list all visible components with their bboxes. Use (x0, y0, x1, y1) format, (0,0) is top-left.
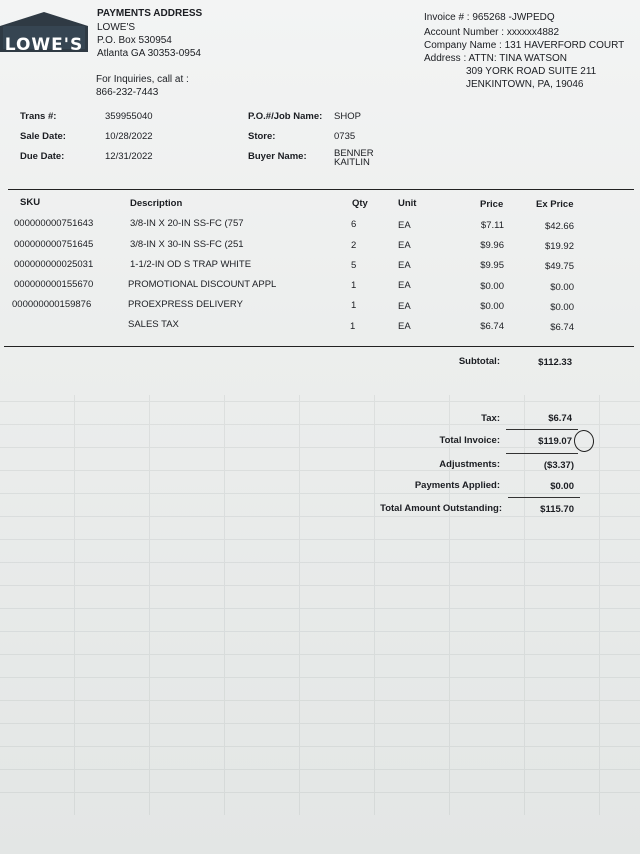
row6-price: $6.74 (480, 321, 504, 332)
row4-unit: EA (398, 280, 411, 291)
row1-qty: 6 (351, 219, 357, 230)
due-date-label: Due Date: (20, 151, 65, 162)
row5-description: PROEXPRESS DELIVERY (128, 299, 243, 310)
tax-value: $6.74 (548, 413, 572, 424)
row2-unit: EA (398, 240, 411, 251)
address-city: JENKINTOWN, PA, 19046 (466, 79, 584, 90)
subtotal-label: Subtotal: (458, 356, 500, 367)
row6-qty: 1 (350, 321, 356, 332)
row4-qty: 1 (351, 280, 357, 291)
buyer-value-2: KAITLIN (334, 157, 370, 168)
row4-price: $0.00 (480, 281, 504, 292)
row3-description: 1-1/2-IN OD S TRAP WHITE (130, 259, 252, 270)
trans-value: 359955040 (105, 111, 153, 122)
col-ex-price-header: Ex Price (536, 199, 574, 210)
col-price-header: Price (480, 199, 504, 210)
row2-sku: 000000000751645 (14, 239, 94, 250)
row4-sku: 000000000155670 (14, 279, 94, 290)
company-name: Company Name : 131 HAVERFORD COURT (424, 40, 625, 51)
inquiry-label: For Inquiries, call at : (96, 74, 189, 85)
row2-ex-price: $19.92 (544, 241, 574, 252)
total-invoice-label: Total Invoice: (439, 435, 500, 446)
row3-unit: EA (398, 260, 411, 271)
bleed-through-background (0, 395, 640, 815)
row5-ex-price: $0.00 (550, 302, 574, 313)
row3-price: $9.95 (480, 260, 504, 271)
row5-unit: EA (398, 301, 411, 312)
payments-applied-value: $0.00 (550, 481, 574, 492)
payments-address-heading: PAYMENTS ADDRESS (97, 8, 203, 19)
row1-sku: 000000000751643 (14, 218, 94, 229)
store-value: 0735 (334, 131, 356, 142)
logo-text: LOWE'S (4, 35, 84, 55)
row1-description: 3/8-IN X 20-IN SS-FC (757 (130, 218, 244, 229)
row3-ex-price: $49.75 (544, 261, 574, 272)
adjustments-label: Adjustments: (439, 459, 500, 470)
row6-unit: EA (398, 321, 411, 332)
payments-underline (508, 497, 580, 498)
row1-price: $7.11 (480, 220, 504, 231)
total-underline (506, 453, 578, 454)
table-top-rule (8, 189, 634, 190)
adjustments-value: ($3.37) (543, 460, 574, 471)
tax-underline (506, 429, 578, 430)
total-outstanding-value: $115.70 (540, 504, 574, 515)
invoice-number: Invoice # : 965268 -JWPEDQ (424, 12, 555, 23)
row3-qty: 5 (351, 260, 357, 271)
account-number: Account Number : xxxxxx4882 (424, 27, 560, 38)
po-label: P.O.#/Job Name: (248, 111, 323, 122)
buyer-value-1: BENNER (334, 148, 374, 159)
row1-unit: EA (398, 220, 411, 231)
remit-po-box: P.O. Box 530954 (97, 35, 172, 46)
po-value: SHOP (334, 111, 361, 122)
row5-sku: 000000000159876 (12, 299, 92, 310)
col-sku-header: SKU (20, 197, 41, 208)
row2-qty: 2 (351, 240, 357, 251)
row4-description: PROMOTIONAL DISCOUNT APPL (128, 279, 277, 290)
col-description-header: Description (130, 198, 183, 209)
row2-description: 3/8-IN X 30-IN SS-FC (251 (130, 239, 244, 250)
row6-ex-price: $6.74 (550, 322, 574, 333)
due-date-value: 12/31/2022 (105, 151, 153, 162)
subtotal-value: $112.33 (538, 357, 572, 368)
row2-price: $9.96 (480, 240, 504, 251)
sale-date-value: 10/28/2022 (105, 131, 153, 142)
col-unit-header: Unit (398, 198, 417, 209)
row1-ex-price: $42.66 (544, 221, 574, 232)
tax-label: Tax: (481, 413, 500, 424)
row6-description: SALES TAX (128, 319, 179, 330)
lowes-logo (0, 12, 88, 55)
total-outstanding-label: Total Amount Outstanding: (380, 503, 502, 514)
remit-name: LOWE'S (97, 22, 136, 33)
payments-applied-label: Payments Applied: (414, 480, 500, 491)
store-label: Store: (248, 131, 276, 142)
row5-qty: 1 (351, 300, 357, 311)
total-invoice-value: $119.07 (538, 436, 572, 447)
address-attn: Address : ATTN: TINA WATSON (424, 53, 567, 64)
remit-city: Atlanta GA 30353-0954 (97, 48, 201, 59)
buyer-label: Buyer Name: (248, 151, 307, 162)
trans-label: Trans #: (20, 111, 57, 122)
address-street: 309 YORK ROAD SUITE 211 (466, 66, 597, 77)
table-bottom-rule (4, 346, 634, 347)
sale-date-label: Sale Date: (20, 131, 66, 142)
row3-sku: 000000000025031 (14, 259, 94, 270)
col-qty-header: Qty (352, 198, 368, 209)
row4-ex-price: $0.00 (550, 282, 574, 293)
row5-price: $0.00 (480, 301, 504, 312)
inquiry-phone: 866-232-7443 (96, 87, 159, 98)
